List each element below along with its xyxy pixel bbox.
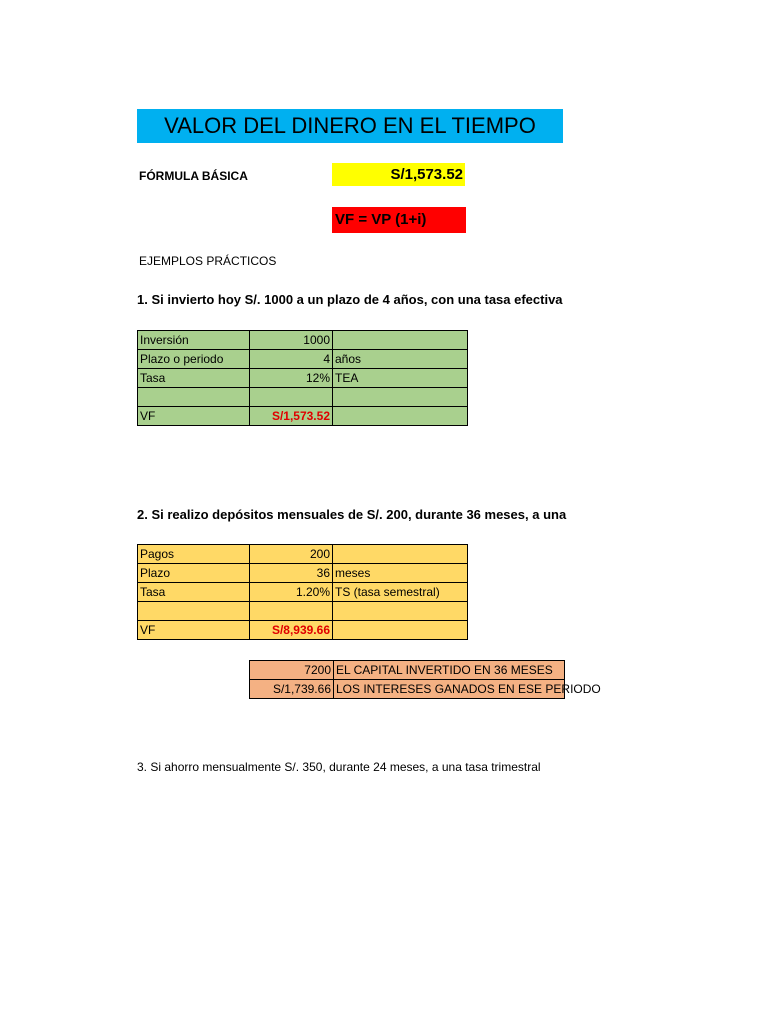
table-row [250,661,565,680]
page-title: VALOR DEL DINERO EN EL TIEMPO [137,109,563,143]
table-row [138,350,468,369]
examples-label: EJEMPLOS PRÁCTICOS [139,254,277,268]
cell-value[interactable]: 1.20% [250,583,333,602]
table-row [138,388,468,407]
question-3: 3. Si ahorro mensualmente S/. 350, durante 24 meses, a una tasa trimestral [137,760,541,774]
cell-label[interactable] [138,602,250,621]
cell-unit[interactable] [333,545,468,564]
cell-value[interactable]: 7200 [250,661,334,680]
cell-value[interactable]: S/8,939.66 [250,621,333,640]
cell-description[interactable]: EL CAPITAL INVERTIDO EN 36 MESES [334,661,565,680]
table-row [138,369,468,388]
formula-label: FÓRMULA BÁSICA [139,169,248,183]
cell-label[interactable]: VF [138,621,250,640]
cell-label[interactable]: Plazo [138,564,250,583]
cell-value[interactable]: S/1,573.52 [250,407,333,426]
table-row [138,331,468,350]
table-row [138,407,468,426]
cell-unit[interactable] [333,388,468,407]
formula-result[interactable]: S/1,573.52 [332,163,465,186]
table-row [138,564,468,583]
cell-value[interactable] [250,388,333,407]
cell-label[interactable] [138,388,250,407]
cell-description[interactable]: LOS INTERESES GANADOS EN ESE PERIODO [334,680,565,699]
formula-cell[interactable]: VF = VP (1+i) [332,207,466,233]
cell-value[interactable]: 4 [250,350,333,369]
table-row [138,602,468,621]
cell-label[interactable]: Pagos [138,545,250,564]
table-row [250,680,565,699]
cell-unit[interactable]: TS (tasa semestral) [333,583,468,602]
cell-value[interactable]: 36 [250,564,333,583]
table-row [138,621,468,640]
cell-unit[interactable]: meses [333,564,468,583]
question-1: 1. Si invierto hoy S/. 1000 a un plazo de 4 años, con una tasa efectiva [137,292,563,307]
table-row [138,545,468,564]
cell-label[interactable]: Tasa [138,583,250,602]
table-row [138,583,468,602]
cell-unit[interactable]: TEA [333,369,468,388]
cell-label[interactable]: Tasa [138,369,250,388]
cell-unit[interactable]: años [333,350,468,369]
cell-value[interactable] [250,602,333,621]
cell-label[interactable]: VF [138,407,250,426]
table-deposits [137,544,468,640]
cell-unit[interactable] [333,407,468,426]
table-summary [249,660,601,699]
question-2: 2. Si realizo depósitos mensuales de S/. 200, durante 36 meses, a una [137,507,567,522]
cell-unit[interactable] [333,602,468,621]
cell-value[interactable]: S/1,739.66 [250,680,334,699]
cell-value[interactable]: 12% [250,369,333,388]
table-investment [137,330,468,426]
cell-label[interactable]: Inversión [138,331,250,350]
cell-label[interactable]: Plazo o periodo [138,350,250,369]
cell-value[interactable]: 1000 [250,331,333,350]
cell-unit[interactable] [333,621,468,640]
cell-unit[interactable] [333,331,468,350]
cell-value[interactable]: 200 [250,545,333,564]
